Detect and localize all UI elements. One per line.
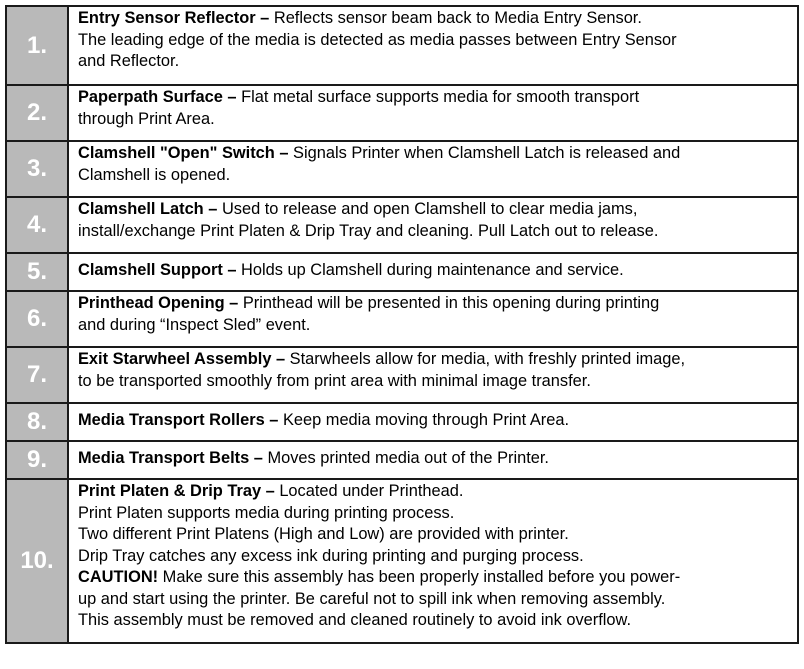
item-description: Media Transport Rollers – Keep media moving through Print Area. [68, 403, 798, 441]
table-row [6, 85, 798, 141]
item-number: 6. [6, 291, 68, 347]
table-row [6, 479, 798, 643]
caution-label: CAUTION! [78, 568, 159, 586]
table-row [6, 347, 798, 403]
item-description: Exit Starwheel Assembly – Starwheels allow for media, with freshly printed image, to be transported smoothly from print area with minimal image transfer. [68, 347, 798, 403]
table-row [6, 141, 798, 197]
table-row [6, 291, 798, 347]
item-title: Media Transport Rollers [78, 411, 265, 430]
table-row [6, 197, 798, 253]
item-number: 1. [6, 6, 68, 85]
item-description: Entry Sensor Reflector – Reflects sensor beam back to Media Entry Sensor. The leading edge of the media is detected as media passes between Entry Sensor and Reflector. [68, 6, 798, 85]
table-row [6, 6, 798, 85]
item-title: Printhead Opening [78, 294, 225, 312]
item-number: 7. [6, 347, 68, 403]
item-title: Entry Sensor Reflector [78, 9, 256, 27]
item-number: 9. [6, 441, 68, 479]
item-number: 4. [6, 197, 68, 253]
item-description: Clamshell Latch – Used to release and open Clamshell to clear media jams, install/exchange Print Platen & Drip Tray and cleaning. Pull Latch out to release. [68, 197, 798, 253]
item-number: 10. [6, 479, 68, 643]
item-title: Print Platen & Drip Tray [78, 482, 262, 500]
item-description: Paperpath Surface – Flat metal surface supports media for smooth transport through Print Area. [68, 85, 798, 141]
item-description: Media Transport Belts – Moves printed media out of the Printer. [68, 441, 798, 479]
item-number: 5. [6, 253, 68, 291]
table-row [6, 253, 798, 291]
item-title: Clamshell "Open" Switch [78, 144, 275, 162]
item-description: Print Platen & Drip Tray – Located under Printhead. Print Platen supports media during printing process. Two different Print Platens (High and Low) are provided with printer. Drip Tray catches any excess ink during printing and purging process. CAUTION! Make sure this assembly has been properly installed before you power- up and start using the printer. Be careful not to spill ink when removing assembly. This assembly must be removed and cleaned routinely to avoid ink overflow. [68, 479, 798, 643]
item-description: Clamshell Support – Holds up Clamshell during maintenance and service. [68, 253, 798, 291]
table-row [6, 441, 798, 479]
parts-description-table [5, 5, 799, 644]
item-title: Exit Starwheel Assembly [78, 350, 272, 368]
item-description: Clamshell "Open" Switch – Signals Printer when Clamshell Latch is released and Clamshell is opened. [68, 141, 798, 197]
item-title: Clamshell Support [78, 261, 223, 280]
item-title: Clamshell Latch [78, 200, 204, 218]
item-title: Media Transport Belts [78, 449, 250, 468]
item-number: 3. [6, 141, 68, 197]
item-description: Printhead Opening – Printhead will be presented in this opening during printing and during “Inspect Sled” event. [68, 291, 798, 347]
item-title: Paperpath Surface [78, 88, 223, 106]
table-row [6, 403, 798, 441]
item-number: 8. [6, 403, 68, 441]
item-number: 2. [6, 85, 68, 141]
